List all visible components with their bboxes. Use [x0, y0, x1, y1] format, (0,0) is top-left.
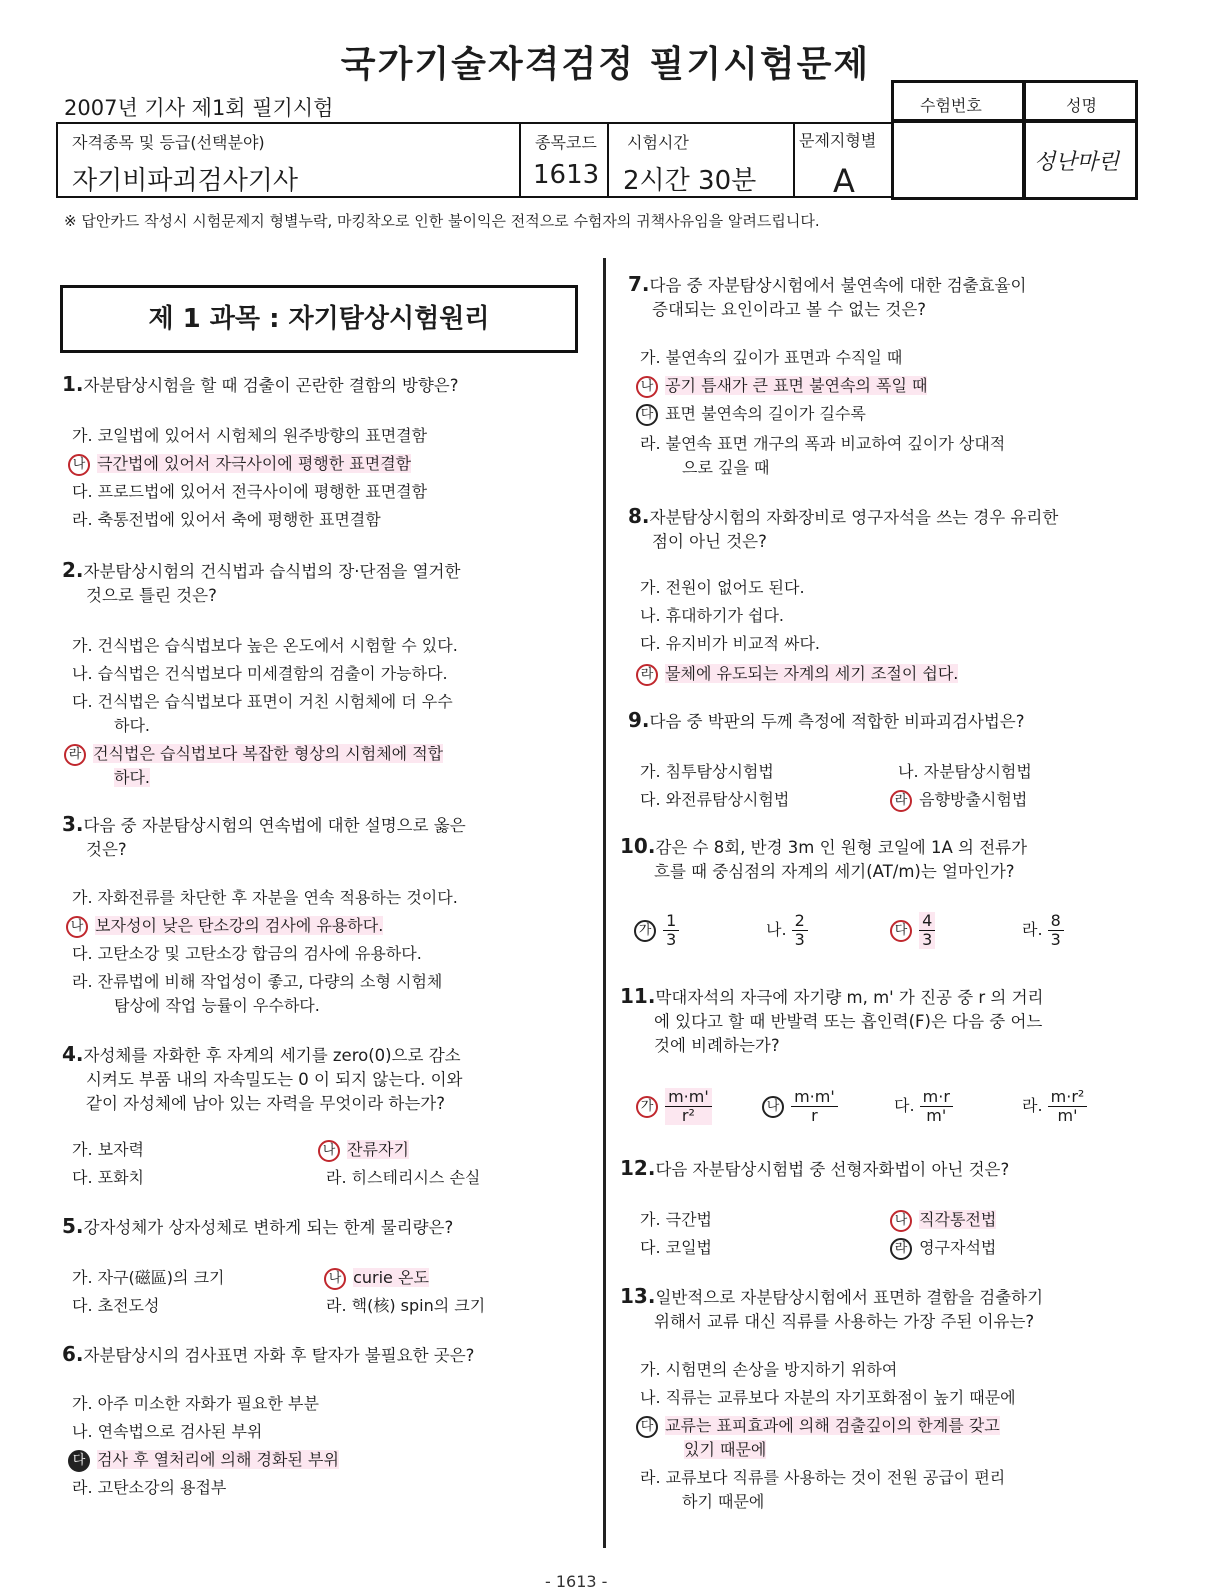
exam-name: 2007년 기사 제1회 필기시험 [64, 96, 334, 120]
q7-option-3[interactable] [636, 402, 866, 426]
question-text: 감은 수 8회, 반경 3m 인 원형 코일에 1A 의 전류가 [655, 838, 1028, 857]
option-text: 보자성이 낮은 탄소강의 검사에 유용하다. [95, 916, 384, 935]
option-text: 표면 불연속의 길이가 길수록 [665, 404, 866, 423]
q11-option-3[interactable] [894, 1088, 953, 1125]
question-text: 자분탐상시의 검사표면 자화 후 탈자가 불필요한 곳은? [83, 1346, 475, 1365]
fraction: $\frac{2}{3}$ [792, 912, 808, 949]
answer-mark: 라 [636, 664, 658, 686]
question-number: 5. [62, 1214, 84, 1238]
q1-option-4[interactable]: 라. 축통전법에 있어서 축에 평행한 표면결함 [72, 510, 381, 529]
question-8 [628, 504, 1058, 554]
q9-option-2[interactable]: 나. 자분탐상시험법 [898, 762, 1032, 781]
question-text-cont: 흐를 때 중심점의 자계의 세기(AT/m)는 얼마인가? [654, 862, 1015, 881]
q12-option-2[interactable] [890, 1208, 996, 1232]
q6-option-2[interactable]: 나. 연속법으로 검사된 부위 [72, 1422, 263, 1441]
answer-mark: 가 [636, 1096, 658, 1118]
option-text: 영구자석법 [919, 1238, 997, 1257]
question-text: 다음 자분탐상시험법 중 선형자화법이 아닌 것은? [655, 1160, 1010, 1179]
q4-option-2[interactable] [318, 1138, 409, 1162]
name-value: 성난마린 [1034, 150, 1120, 175]
q2-option-1[interactable]: 가. 건식법은 습식법보다 높은 온도에서 시험할 수 있다. [72, 636, 458, 655]
exam-number-header [891, 80, 1025, 122]
exam-number-label: 수험번호 [920, 96, 982, 115]
fraction: $\frac{m\cdot r}{m'}$ [920, 1088, 953, 1125]
subject-title: 제 1 과목 : 자기탐상시험원리 [60, 285, 578, 353]
option-text: 극간법에 있어서 자극사이에 평행한 표면결함 [97, 454, 412, 473]
q8-option-3[interactable]: 다. 유지비가 비교적 싸다. [640, 634, 820, 653]
question-number: 6. [62, 1342, 84, 1366]
question-text: 다음 중 자분탐상시험에서 불연속에 대한 검출효율이 [649, 276, 1027, 295]
option-text-cont: 하다. [114, 716, 150, 735]
option-text: 교류는 표피효과에 의해 검출깊이의 한계를 갖고 [665, 1416, 1000, 1435]
q8-option-1[interactable]: 가. 전원이 없어도 된다. [640, 578, 805, 597]
question-7 [628, 272, 1026, 322]
q6-option-3[interactable] [68, 1448, 339, 1472]
option-label: 나. [766, 920, 787, 939]
q1-option-1[interactable]: 가. 코일법에 있어서 시험체의 원주방향의 표면결함 [72, 426, 428, 445]
q11-option-4[interactable] [1022, 1088, 1087, 1125]
q5-option-4[interactable]: 라. 핵(核) spin의 크기 [326, 1296, 486, 1315]
question-text-cont: 것은? [86, 840, 127, 859]
answer-mark: 다 [890, 920, 912, 942]
option-text: 라. 불연속 표면 개구의 폭과 비교하여 깊이가 상대적 [640, 434, 1006, 453]
q13-option-4[interactable] [640, 1466, 1005, 1514]
q3-option-4[interactable] [72, 970, 442, 1018]
q7-option-1[interactable]: 가. 불연속의 깊이가 표면과 수직일 때 [640, 348, 903, 367]
option-text: 라. 교류보다 직류를 사용하는 것이 전원 공급이 편리 [640, 1468, 1006, 1487]
page-title: 국가기술자격검정 필기시험문제 [340, 44, 871, 85]
option-text: 검사 후 열처리에 의해 경화된 부위 [97, 1450, 339, 1469]
type-cell [793, 122, 893, 198]
question-text-cont: 같이 자성체에 남아 있는 자력을 무엇이라 하는가? [86, 1094, 446, 1113]
question-number: 12. [620, 1156, 656, 1180]
q8-option-4[interactable] [636, 662, 958, 686]
question-text-cont: 시켜도 부품 내의 자속밀도는 0 이 되지 않는다. 이와 [86, 1070, 463, 1089]
q4-option-3[interactable]: 다. 포화치 [72, 1168, 144, 1187]
page-footer: - 1613 - [545, 1572, 608, 1591]
question-text: 자분탐상시험의 건식법과 습식법의 장·단점을 열거한 [83, 562, 461, 581]
option-text: 잔류자기 [347, 1140, 409, 1159]
q13-option-2[interactable]: 나. 직류는 교류보다 자분의 자기포화점이 높기 때문에 [640, 1388, 1016, 1407]
answer-mark: 나 [324, 1268, 346, 1290]
q6-option-4[interactable]: 라. 고탄소강의 용접부 [72, 1478, 227, 1497]
fraction: $\frac{1}{3}$ [663, 912, 679, 949]
answer-mark: 나 [68, 454, 90, 476]
q9-option-1[interactable]: 가. 침투탐상시험법 [640, 762, 774, 781]
type-label: 문제지형별 [799, 131, 877, 150]
q2-option-3[interactable] [72, 690, 453, 738]
question-text-cont: 것으로 틀린 것은? [86, 586, 217, 605]
option-text: 건식법은 습식법보다 복잡한 형상의 시험체에 적합 [93, 744, 444, 763]
qualification-value: 자기비파괴검사기사 [72, 166, 299, 196]
option-text: 공기 틈새가 큰 표면 불연속의 폭일 때 [665, 376, 928, 395]
name-header [1023, 80, 1138, 122]
question-number: 4. [62, 1042, 84, 1066]
q1-option-2[interactable] [68, 452, 411, 476]
question-text: 자분탐상시험을 할 때 검출이 곤란한 결함의 방향은? [83, 376, 459, 395]
q3-option-2[interactable] [66, 914, 383, 938]
q10-option-4[interactable] [1022, 912, 1064, 949]
option-text-cont: 으로 깊을 때 [682, 458, 770, 477]
q2-option-4[interactable] [64, 742, 443, 790]
answer-mark: 라 [64, 744, 86, 766]
question-text: 막대자석의 자극에 자기량 m, m' 가 진공 중 r 의 거리 [655, 988, 1044, 1007]
option-text: 직각통전법 [919, 1210, 997, 1229]
answer-mark: 라 [890, 790, 912, 812]
q6-option-1[interactable]: 가. 아주 미소한 자화가 필요한 부분 [72, 1394, 319, 1413]
fraction: $\frac{8}{3}$ [1048, 912, 1064, 949]
q7-option-4[interactable] [640, 432, 1005, 480]
q9-option-4[interactable] [890, 788, 1027, 812]
q3-option-3[interactable]: 다. 고탄소강 및 고탄소강 합금의 검사에 유용하다. [72, 944, 422, 963]
question-10 [620, 834, 1027, 884]
question-1 [62, 372, 458, 398]
fraction: $\frac{4}{3}$ [919, 912, 935, 949]
q13-option-1[interactable]: 가. 시험면의 손상을 방지하기 위하여 [640, 1360, 898, 1379]
option-text: 물체에 유도되는 자계의 세기 조절이 쉽다. [665, 664, 959, 683]
q10-option-1[interactable] [634, 912, 679, 949]
question-9 [628, 708, 1024, 734]
fraction: $\frac{\text{m·r²}}{m'}$ [1048, 1088, 1088, 1125]
question-text: 다음 중 자분탐상시험의 연속법에 대한 설명으로 옳은 [83, 816, 466, 835]
q4-option-1[interactable]: 가. 보자력 [72, 1140, 144, 1159]
q7-option-2[interactable] [636, 374, 927, 398]
fraction: $\frac{m\cdot m'}{r}$ [791, 1088, 838, 1125]
notice: ※ 답안카드 작성시 시험문제지 형별누락, 마킹착오로 인한 불이익은 전적으로 수험자의 귀책사유임을 알려드립니다. [64, 212, 820, 230]
name-box[interactable] [1023, 120, 1138, 200]
option-text-cont: 하기 때문에 [682, 1492, 765, 1511]
code-cell [519, 122, 609, 198]
question-number: 3. [62, 812, 84, 836]
question-text-cont: 에 있다고 할 때 반발력 또는 흡인력(F)은 다음 중 어느 [654, 1012, 1043, 1031]
column-divider [603, 258, 606, 1548]
question-2 [62, 558, 460, 608]
time-label: 시험시간 [627, 133, 689, 152]
answer-mark: 나 [636, 376, 658, 398]
question-number: 8. [628, 504, 650, 528]
option-text: curie 온도 [353, 1268, 429, 1287]
answer-mark: 나 [890, 1210, 912, 1232]
type-value: A [833, 162, 855, 200]
question-5 [62, 1214, 453, 1240]
answer-mark: 가 [634, 920, 656, 942]
answer-mark: 다 [68, 1450, 90, 1472]
option-text: 라. 잔류법에 비해 작업성이 좋고, 다량의 소형 시험체 [72, 972, 443, 991]
q12-option-1[interactable]: 가. 극간법 [640, 1210, 712, 1229]
question-6 [62, 1342, 474, 1368]
option-label: 라. [1022, 920, 1043, 939]
answer-mark: 다 [636, 1416, 658, 1438]
q4-option-4[interactable]: 라. 히스테리시스 손실 [326, 1168, 481, 1187]
question-text: 강자성체가 상자성체로 변하게 되는 한계 물리량은? [83, 1218, 454, 1237]
option-text-cont: 탐상에 작업 능률이 우수하다. [114, 996, 320, 1015]
q11-option-2[interactable] [762, 1088, 838, 1125]
fraction: $\frac{m\cdot m'}{\text{r²}}$ [665, 1088, 712, 1125]
option-text: 음향방출시험법 [919, 790, 1028, 809]
q3-option-1[interactable]: 가. 자화전류를 차단한 후 자분을 연속 적용하는 것이다. [72, 888, 458, 907]
q10-option-3[interactable] [890, 912, 935, 949]
question-text: 자성체를 자화한 후 자계의 세기를 zero(0)으로 감소 [83, 1046, 461, 1065]
q5-option-2[interactable] [324, 1266, 429, 1290]
question-13 [620, 1284, 1043, 1334]
time-cell [607, 122, 795, 198]
question-number: 7. [628, 272, 650, 296]
q13-option-3[interactable] [636, 1414, 1000, 1462]
answer-mark: 라 [890, 1238, 912, 1260]
question-text: 다음 중 박판의 두께 측정에 적합한 비파괴검사법은? [649, 712, 1025, 731]
name-label: 성명 [1066, 96, 1097, 115]
option-text-cont: 하다. [114, 768, 150, 787]
q1-option-3[interactable]: 다. 프로드법에 있어서 전극사이에 평행한 표면결함 [72, 482, 428, 501]
code-value: 1613 [533, 160, 600, 190]
question-number: 13. [620, 1284, 656, 1308]
q9-option-3[interactable]: 다. 와전류탐상시험법 [640, 790, 790, 809]
answer-mark: 나 [66, 916, 88, 938]
qualification-label: 자격종목 및 등급(선택분야) [72, 133, 265, 152]
option-text: 다. 건식법은 습식법보다 표면이 거친 시험체에 더 우수 [72, 692, 453, 711]
question-number: 1. [62, 372, 84, 396]
q12-option-3[interactable]: 다. 코일법 [640, 1238, 712, 1257]
q10-option-2[interactable] [766, 912, 808, 949]
code-label: 종목코드 [535, 133, 597, 152]
question-text-cont: 점이 아닌 것은? [652, 532, 767, 551]
question-11 [620, 984, 1044, 1058]
question-text-cont: 것에 비례하는가? [654, 1036, 780, 1055]
option-label: 다. [894, 1096, 915, 1115]
q5-option-1[interactable]: 가. 자구(磁區)의 크기 [72, 1268, 225, 1287]
question-text-cont: 증대되는 요인이라고 볼 수 없는 것은? [652, 300, 927, 319]
q11-option-1[interactable] [636, 1088, 712, 1125]
question-12 [620, 1156, 1009, 1182]
q12-option-4[interactable] [890, 1236, 996, 1260]
question-text-cont: 위해서 교류 대신 직류를 사용하는 가장 주된 이유는? [654, 1312, 1035, 1331]
option-text-cont: 있기 때문에 [684, 1440, 767, 1459]
question-text: 자분탐상시험의 자화장비로 영구자석을 쓰는 경우 유리한 [649, 508, 1059, 527]
answer-mark: 다 [636, 404, 658, 426]
question-number: 2. [62, 558, 84, 582]
q5-option-3[interactable]: 다. 초전도성 [72, 1296, 160, 1315]
q8-option-2[interactable]: 나. 휴대하기가 쉽다. [640, 606, 784, 625]
question-3 [62, 812, 466, 862]
qualification-cell [56, 122, 521, 198]
question-4 [62, 1042, 462, 1116]
option-label: 라. [1022, 1096, 1043, 1115]
question-number: 10. [620, 834, 656, 858]
question-number: 11. [620, 984, 656, 1008]
answer-mark: 나 [762, 1096, 784, 1118]
answer-mark: 나 [318, 1140, 340, 1162]
time-value: 2시간 30분 [623, 166, 757, 196]
exam-number-box[interactable] [891, 120, 1025, 200]
q2-option-2[interactable]: 나. 습식법은 건식법보다 미세결함의 검출이 가능하다. [72, 664, 448, 683]
question-text: 일반적으로 자분탐상시험에서 표면하 결함을 검출하기 [655, 1288, 1044, 1307]
question-number: 9. [628, 708, 650, 732]
